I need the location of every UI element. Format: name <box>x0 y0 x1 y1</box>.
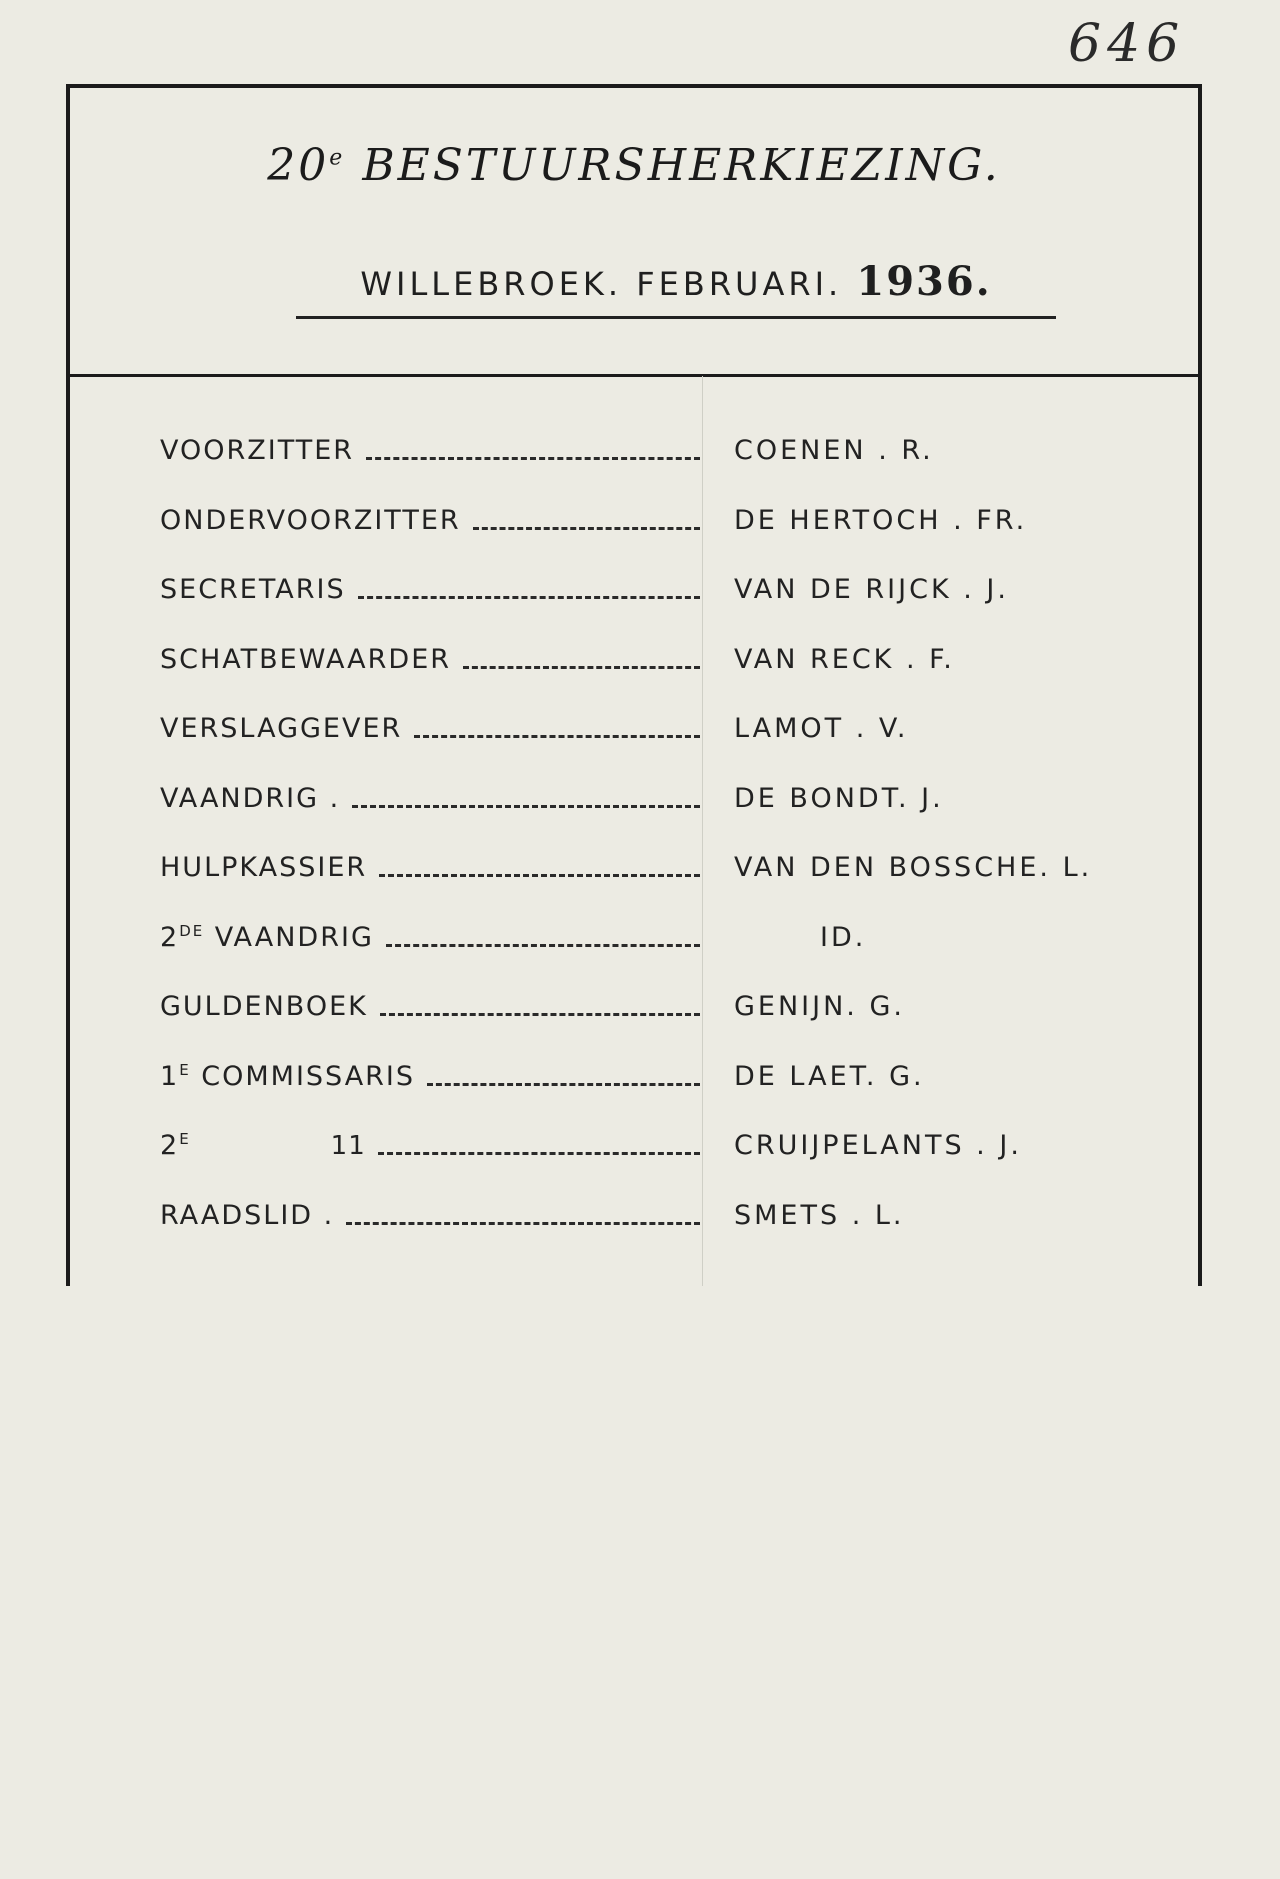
role-cell <box>160 488 700 536</box>
role-label: GULDENBOEK <box>160 991 368 1022</box>
leader-dashes <box>473 527 700 530</box>
board-row <box>70 488 1198 558</box>
header-divider <box>70 374 1198 377</box>
document-subtitle <box>296 258 1056 305</box>
board-row <box>70 627 1198 697</box>
leader-dashes <box>463 666 700 669</box>
document-frame <box>66 84 1202 1286</box>
board-row <box>70 418 1198 488</box>
role-cell <box>160 905 700 953</box>
member-name: DE HERTOCH . FR. <box>734 504 1028 536</box>
role-label: VERSLAGGEVER <box>160 713 403 744</box>
board-list <box>70 418 1198 1252</box>
role-label: 2DE VAANDRIG <box>160 921 374 953</box>
member-name: LAMOT . V. <box>734 713 909 744</box>
role-label: SCHATBEWAARDER <box>160 643 452 675</box>
role-label: VAANDRIG . <box>160 782 341 814</box>
board-row <box>70 835 1198 905</box>
board-row <box>70 1113 1198 1183</box>
leader-dashes <box>379 874 700 877</box>
member-name: VAN DE RIJCK . J. <box>734 574 1009 605</box>
leader-dashes <box>427 1083 700 1086</box>
role-cell <box>160 974 700 1022</box>
role-cell <box>160 696 700 744</box>
subtitle-underline <box>296 316 1056 319</box>
member-name: ID. <box>820 921 867 953</box>
subtitle-place-month: WILLEBROEK. FEBRUARI. <box>360 265 843 303</box>
role-cell <box>160 627 700 675</box>
page-number: 646 <box>1068 14 1186 74</box>
document-title: 20e BESTUURSHERKIEZING. <box>267 140 1001 191</box>
member-name: VAN RECK . F. <box>734 643 955 675</box>
role-cell <box>160 557 700 605</box>
ditto-mark: 11 <box>330 1131 366 1161</box>
role-cell <box>160 1044 700 1092</box>
board-row <box>70 557 1198 627</box>
role-cell <box>160 418 700 466</box>
role-cell <box>160 766 700 814</box>
role-label: VOORZITTER <box>160 435 355 466</box>
role-label: $2^E$ 11 <box>160 1130 366 1161</box>
leader-dashes <box>386 944 700 947</box>
board-row <box>70 766 1198 836</box>
member-name: CRUIJPELANTS . J. <box>734 1130 1022 1161</box>
leader-dashes <box>346 1222 700 1225</box>
leader-dashes <box>358 596 700 599</box>
role-cell <box>160 835 700 883</box>
board-row <box>70 696 1198 766</box>
role-label: ONDERVOORZITTER <box>160 504 461 536</box>
leader-dashes <box>366 457 700 460</box>
member-name: DE BONDT. J. <box>734 782 944 814</box>
subtitle-year: 1936. <box>856 258 992 305</box>
leader-dashes <box>380 1013 700 1016</box>
board-row <box>70 1044 1198 1114</box>
board-row <box>70 974 1198 1044</box>
member-name: SMETS . L. <box>734 1199 905 1231</box>
member-name: COENEN . R. <box>734 435 934 466</box>
role-label: HULPKASSIER <box>160 852 368 883</box>
member-name: DE LAET. G. <box>734 1060 925 1092</box>
member-name: VAN DEN BOSSCHE. L. <box>734 852 1093 883</box>
board-row <box>70 905 1198 975</box>
role-cell <box>160 1183 700 1231</box>
leader-dashes <box>414 735 700 738</box>
role-cell <box>160 1113 700 1161</box>
leader-dashes <box>378 1152 700 1155</box>
role-label: $1^E$ COMMISSARIS <box>160 1060 416 1092</box>
member-name: GENIJN. G. <box>734 991 905 1022</box>
leader-dashes <box>352 805 700 808</box>
board-row <box>70 1183 1198 1253</box>
role-label: RAADSLID . <box>160 1199 335 1231</box>
role-label: SECRETARIS <box>160 574 346 605</box>
